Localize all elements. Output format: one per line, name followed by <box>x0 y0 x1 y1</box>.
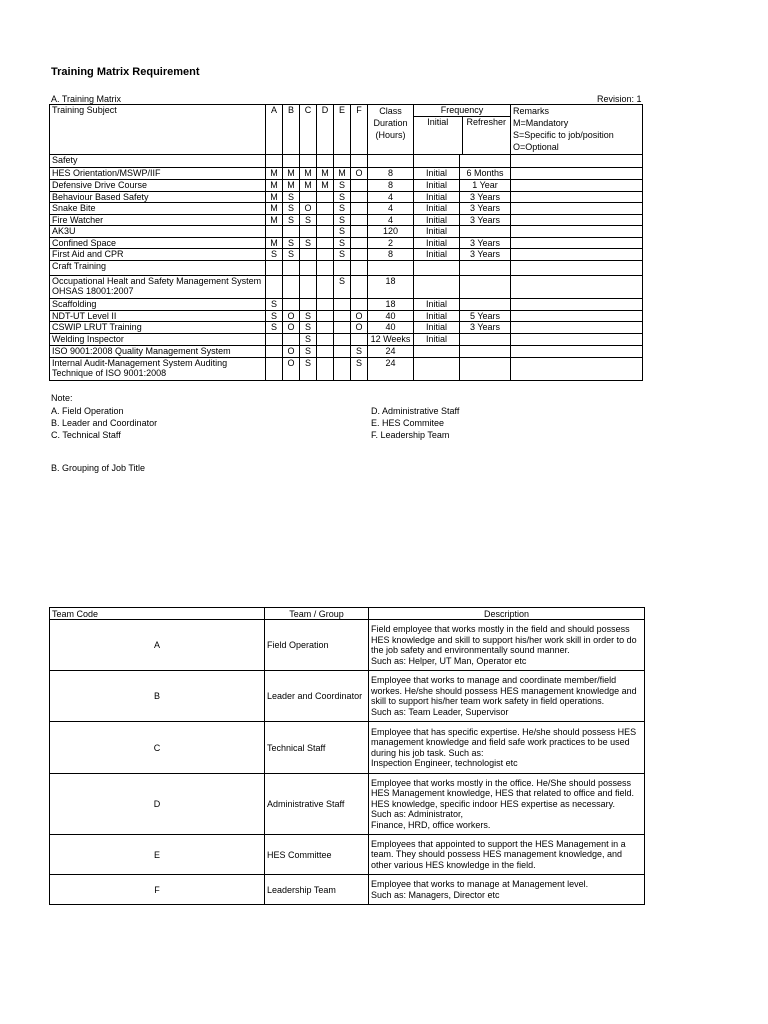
remarks-cell <box>511 249 643 261</box>
remarks-cell <box>511 168 643 180</box>
requirement-cell-c: S <box>300 358 317 381</box>
requirement-cell-e <box>334 322 351 334</box>
team-code-cell: A <box>50 620 265 671</box>
training-subject-cell: Confined Space <box>50 238 266 249</box>
remarks-optional: O=Optional <box>513 142 559 152</box>
requirement-cell-c: S <box>300 322 317 334</box>
requirement-cell-e: S <box>334 180 351 192</box>
requirement-cell-d <box>317 261 334 276</box>
remarks-cell <box>511 311 643 322</box>
training-matrix-body <box>50 155 643 381</box>
requirement-cell-b: M <box>283 168 300 180</box>
header-col-d: D <box>317 105 334 155</box>
frequency-initial-cell: Initial <box>414 180 460 192</box>
requirement-cell-a: S <box>266 299 283 311</box>
remarks-cell <box>511 322 643 334</box>
team-code-cell: D <box>50 774 265 835</box>
frequency-refresher-cell: 5 Years <box>460 311 511 322</box>
header-frequency <box>414 105 511 155</box>
requirement-cell-a: M <box>266 192 283 203</box>
team-group-cell: HES Committee <box>265 835 369 875</box>
note-item: F. Leadership Team <box>371 430 450 440</box>
requirement-cell-c <box>300 226 317 238</box>
training-subject-cell: Defensive Drive Course <box>50 180 266 192</box>
section-b-heading: B. Grouping of Job Title <box>51 463 146 473</box>
note-item: E. HES Commitee <box>371 418 445 428</box>
requirement-cell-c <box>300 192 317 203</box>
header-team-code: Team Code <box>50 608 265 620</box>
note-left-list <box>51 405 157 441</box>
requirement-cell-e: S <box>334 238 351 249</box>
requirement-cell-f <box>351 238 368 249</box>
team-description-cell: Field employee that works mostly in the field and should possess HES knowledge and skill to support his/her work skill in order to do the job safety and environmentally sound manner. Such as: Helper, UT Man, Operator etc <box>369 620 645 671</box>
requirement-cell-f <box>351 299 368 311</box>
requirement-cell-e: S <box>334 226 351 238</box>
header-training-subject: Training Subject <box>50 105 266 155</box>
requirement-cell-f <box>351 215 368 226</box>
training-subject-cell: AK3U <box>50 226 266 238</box>
remarks-cell <box>511 180 643 192</box>
frequency-refresher-cell <box>460 358 511 381</box>
requirement-cell-f <box>351 334 368 346</box>
note-item: B. Leader and Coordinator <box>51 418 158 428</box>
requirement-cell-f: S <box>351 358 368 381</box>
frequency-refresher-cell: 3 Years <box>460 215 511 226</box>
class-duration-cell: 24 <box>368 358 414 381</box>
requirement-cell-d <box>317 203 334 215</box>
requirement-cell-e <box>334 311 351 322</box>
remarks-cell <box>511 192 643 203</box>
remarks-cell <box>511 261 643 276</box>
frequency-initial-cell <box>414 155 460 168</box>
requirement-cell-d: M <box>317 180 334 192</box>
requirement-cell-d <box>317 358 334 381</box>
team-group-cell: Leader and Coordinator <box>265 671 369 722</box>
frequency-initial-cell: Initial <box>414 249 460 261</box>
matrix-row <box>50 276 643 299</box>
class-duration-cell: 4 <box>368 215 414 226</box>
requirement-cell-d <box>317 215 334 226</box>
table-row <box>50 835 645 875</box>
team-group-cell: Field Operation <box>265 620 369 671</box>
requirement-cell-d <box>317 334 334 346</box>
header-col-c: C <box>300 105 317 155</box>
frequency-refresher-cell: 3 Years <box>460 238 511 249</box>
matrix-row <box>50 155 643 168</box>
requirement-cell-a: M <box>266 203 283 215</box>
remarks-cell <box>511 215 643 226</box>
requirement-cell-b: O <box>283 346 300 358</box>
requirement-cell-a: M <box>266 238 283 249</box>
requirement-cell-e <box>334 334 351 346</box>
requirement-cell-a <box>266 346 283 358</box>
requirement-cell-e: S <box>334 192 351 203</box>
requirement-cell-a: S <box>266 249 283 261</box>
training-subject-cell: CSWIP LRUT Training <box>50 322 266 334</box>
team-code-cell: B <box>50 671 265 722</box>
remarks-cell <box>511 276 643 299</box>
requirement-cell-c: M <box>300 180 317 192</box>
matrix-row <box>50 299 643 311</box>
requirement-cell-c: M <box>300 168 317 180</box>
requirement-cell-e: S <box>334 249 351 261</box>
requirement-cell-d <box>317 192 334 203</box>
frequency-refresher-cell: 3 Years <box>460 203 511 215</box>
requirement-cell-b <box>283 276 300 299</box>
requirement-cell-b <box>283 299 300 311</box>
requirement-cell-b: S <box>283 215 300 226</box>
team-description-cell: Employee that has specific expertise. He/she should possess HES management knowledge and field safe work practices to be used during his job task. Such as: Inspection Engineer, technologist etc <box>369 722 645 774</box>
training-subject-cell: NDT-UT Level II <box>50 311 266 322</box>
requirement-cell-e: M <box>334 168 351 180</box>
remarks-cell <box>511 155 643 168</box>
class-duration-cell: 8 <box>368 180 414 192</box>
frequency-initial-cell: Initial <box>414 299 460 311</box>
remarks-cell <box>511 334 643 346</box>
note-item: A. Field Operation <box>51 406 124 416</box>
matrix-row <box>50 203 643 215</box>
team-group-cell: Leadership Team <box>265 875 369 905</box>
requirement-cell-e: S <box>334 276 351 299</box>
requirement-cell-a: M <box>266 168 283 180</box>
requirement-cell-b <box>283 261 300 276</box>
class-duration-cell: 8 <box>368 249 414 261</box>
requirement-cell-c: S <box>300 334 317 346</box>
frequency-initial-cell <box>414 346 460 358</box>
table-row <box>50 875 645 905</box>
requirement-cell-c <box>300 155 317 168</box>
matrix-row <box>50 238 643 249</box>
class-duration-cell <box>368 261 414 276</box>
class-duration-cell: 40 <box>368 322 414 334</box>
requirement-cell-f: S <box>351 346 368 358</box>
header-refresher: Refresher <box>462 117 511 154</box>
frequency-refresher-cell <box>460 299 511 311</box>
requirement-cell-a: S <box>266 322 283 334</box>
requirement-cell-e <box>334 346 351 358</box>
requirement-cell-f: O <box>351 322 368 334</box>
remarks-mandatory: M=Mandatory <box>513 118 569 128</box>
remarks-cell <box>511 358 643 381</box>
note-right-list <box>371 405 459 441</box>
header-col-b: B <box>283 105 300 155</box>
requirement-cell-e <box>334 261 351 276</box>
header-team-group: Team / Group <box>265 608 369 620</box>
training-subject-cell: Welding Inspector <box>50 334 266 346</box>
matrix-row <box>50 311 643 322</box>
training-subject-cell: Occupational Healt and Safety Management System OHSAS 18001:2007 <box>50 276 266 299</box>
page-title: Training Matrix Requirement <box>51 66 200 78</box>
class-duration-cell: 4 <box>368 192 414 203</box>
matrix-row <box>50 334 643 346</box>
matrix-row <box>50 226 643 238</box>
requirement-cell-b: S <box>283 249 300 261</box>
team-code-cell: C <box>50 722 265 774</box>
class-duration-cell: 40 <box>368 311 414 322</box>
requirement-cell-f: O <box>351 168 368 180</box>
table-row <box>50 620 645 671</box>
matrix-row <box>50 192 643 203</box>
remarks-cell <box>511 299 643 311</box>
remarks-specific: S=Specific to job/position <box>513 130 614 140</box>
class-duration-cell: 120 <box>368 226 414 238</box>
training-subject-cell: Craft Training <box>50 261 266 276</box>
requirement-cell-a <box>266 226 283 238</box>
requirement-cell-a <box>266 155 283 168</box>
requirement-cell-b: S <box>283 238 300 249</box>
requirement-cell-a <box>266 276 283 299</box>
header-col-e: E <box>334 105 351 155</box>
remarks-cell <box>511 203 643 215</box>
requirement-cell-f <box>351 276 368 299</box>
frequency-initial-cell: Initial <box>414 192 460 203</box>
training-subject-cell: Snake Bite <box>50 203 266 215</box>
requirement-cell-f <box>351 192 368 203</box>
frequency-refresher-cell <box>460 261 511 276</box>
frequency-initial-cell: Initial <box>414 203 460 215</box>
requirement-cell-c: S <box>300 238 317 249</box>
frequency-refresher-cell: 6 Months <box>460 168 511 180</box>
frequency-initial-cell <box>414 276 460 299</box>
header-remarks <box>511 105 643 155</box>
team-description-cell: Employee that works to manage and coordinate member/field workes. He/she should possess HES management knowledge and skill to support his/her team work safety in field operations. Such as: Team Leader, Supervisor <box>369 671 645 722</box>
job-title-grouping-table <box>49 607 645 905</box>
frequency-initial-cell: Initial <box>414 334 460 346</box>
requirement-cell-b: M <box>283 180 300 192</box>
team-code-cell: E <box>50 835 265 875</box>
training-subject-cell: Scaffolding <box>50 299 266 311</box>
remarks-cell <box>511 226 643 238</box>
frequency-initial-cell: Initial <box>414 238 460 249</box>
requirement-cell-d <box>317 226 334 238</box>
class-duration-cell: 18 <box>368 276 414 299</box>
frequency-initial-cell <box>414 358 460 381</box>
requirement-cell-d <box>317 238 334 249</box>
class-duration-cell: 12 Weeks <box>368 334 414 346</box>
frequency-refresher-cell <box>460 276 511 299</box>
table-row <box>50 671 645 722</box>
training-subject-cell: First Aid and CPR <box>50 249 266 261</box>
training-subject-cell: HES Orientation/MSWP/IIF <box>50 168 266 180</box>
requirement-cell-e <box>334 155 351 168</box>
frequency-refresher-cell <box>460 334 511 346</box>
section-a-heading: A. Training Matrix <box>51 94 122 104</box>
header-class-duration: Class Duration (Hours) <box>368 105 414 155</box>
requirement-cell-a: M <box>266 215 283 226</box>
table-row <box>50 722 645 774</box>
team-description-cell: Employee that works to manage at Management level. Such as: Managers, Director etc <box>369 875 645 905</box>
requirement-cell-b: O <box>283 358 300 381</box>
frequency-initial-cell: Initial <box>414 322 460 334</box>
requirement-cell-a <box>266 334 283 346</box>
requirement-cell-b: S <box>283 203 300 215</box>
class-duration-cell <box>368 155 414 168</box>
requirement-cell-b: O <box>283 311 300 322</box>
requirement-cell-f <box>351 226 368 238</box>
matrix-row <box>50 249 643 261</box>
requirement-cell-f <box>351 155 368 168</box>
requirement-cell-d <box>317 346 334 358</box>
revision-label: Revision: 1 <box>597 94 642 104</box>
frequency-refresher-cell: 3 Years <box>460 322 511 334</box>
class-duration-cell: 24 <box>368 346 414 358</box>
matrix-row <box>50 261 643 276</box>
training-subject-cell: Internal Audit-Management System Auditing Technique of ISO 9001:2008 <box>50 358 266 381</box>
matrix-row <box>50 322 643 334</box>
frequency-refresher-cell: 1 Year <box>460 180 511 192</box>
requirement-cell-e: S <box>334 203 351 215</box>
training-subject-cell: Fire Watcher <box>50 215 266 226</box>
requirement-cell-f <box>351 203 368 215</box>
requirement-cell-d <box>317 155 334 168</box>
requirement-cell-d <box>317 322 334 334</box>
requirement-cell-c <box>300 249 317 261</box>
header-col-a: A <box>266 105 283 155</box>
requirement-cell-c: S <box>300 346 317 358</box>
frequency-initial-cell <box>414 261 460 276</box>
training-matrix-table <box>49 104 643 381</box>
frequency-refresher-cell: 3 Years <box>460 249 511 261</box>
requirement-cell-b <box>283 226 300 238</box>
requirement-cell-d: M <box>317 168 334 180</box>
requirement-cell-f: O <box>351 311 368 322</box>
class-duration-cell: 2 <box>368 238 414 249</box>
team-group-cell: Administrative Staff <box>265 774 369 835</box>
requirement-cell-c: S <box>300 215 317 226</box>
header-description: Description <box>369 608 645 620</box>
requirement-cell-a <box>266 358 283 381</box>
requirement-cell-e: S <box>334 215 351 226</box>
class-duration-cell: 8 <box>368 168 414 180</box>
requirement-cell-f <box>351 249 368 261</box>
frequency-initial-cell: Initial <box>414 226 460 238</box>
table-row <box>50 774 645 835</box>
requirement-cell-c: S <box>300 311 317 322</box>
class-duration-cell: 18 <box>368 299 414 311</box>
remarks-title: Remarks <box>513 106 550 116</box>
job-title-grouping-body <box>50 620 645 905</box>
team-description-cell: Employees that appointed to support the HES Management in a team. They should possess HES management knowledge, and other various HES knowledge in the field. <box>369 835 645 875</box>
requirement-cell-b: S <box>283 192 300 203</box>
note-item: C. Technical Staff <box>51 430 121 440</box>
remarks-cell <box>511 346 643 358</box>
requirement-cell-b: O <box>283 322 300 334</box>
training-subject-cell: Safety <box>50 155 266 168</box>
note-label: Note: <box>51 393 73 403</box>
header-initial: Initial <box>427 117 449 127</box>
requirement-cell-c <box>300 276 317 299</box>
frequency-refresher-cell: 3 Years <box>460 192 511 203</box>
header-col-f: F <box>351 105 368 155</box>
frequency-initial-cell: Initial <box>414 168 460 180</box>
team-group-cell: Technical Staff <box>265 722 369 774</box>
team-description-cell: Employee that works mostly in the office. He/She should possess HES Management knowledge, HES that related to office and field. HES knowledge, specific indoor HES expertise as necessary. Such as: Administrator, Finance, HRD, office workers. <box>369 774 645 835</box>
matrix-row <box>50 215 643 226</box>
requirement-cell-f <box>351 261 368 276</box>
requirement-cell-c: O <box>300 203 317 215</box>
matrix-row <box>50 358 643 381</box>
requirement-cell-b <box>283 334 300 346</box>
requirement-cell-b <box>283 155 300 168</box>
requirement-cell-a: S <box>266 311 283 322</box>
matrix-row <box>50 346 643 358</box>
requirement-cell-d <box>317 249 334 261</box>
matrix-row <box>50 168 643 180</box>
requirement-cell-c <box>300 299 317 311</box>
frequency-initial-cell: Initial <box>414 215 460 226</box>
requirement-cell-e <box>334 358 351 381</box>
note-item: D. Administrative Staff <box>371 406 460 416</box>
matrix-row <box>50 180 643 192</box>
training-subject-cell: Behaviour Based Safety <box>50 192 266 203</box>
requirement-cell-a: M <box>266 180 283 192</box>
header-frequency-label: Frequency <box>440 105 484 115</box>
frequency-refresher-cell <box>460 346 511 358</box>
frequency-initial-cell: Initial <box>414 311 460 322</box>
requirement-cell-a <box>266 261 283 276</box>
training-subject-cell: ISO 9001:2008 Quality Management System <box>50 346 266 358</box>
team-code-cell: F <box>50 875 265 905</box>
frequency-refresher-cell <box>460 226 511 238</box>
frequency-refresher-cell <box>460 155 511 168</box>
class-duration-cell: 4 <box>368 203 414 215</box>
requirement-cell-d <box>317 276 334 299</box>
requirement-cell-d <box>317 299 334 311</box>
requirement-cell-c <box>300 261 317 276</box>
requirement-cell-d <box>317 311 334 322</box>
remarks-cell <box>511 238 643 249</box>
requirement-cell-f <box>351 180 368 192</box>
requirement-cell-e <box>334 299 351 311</box>
